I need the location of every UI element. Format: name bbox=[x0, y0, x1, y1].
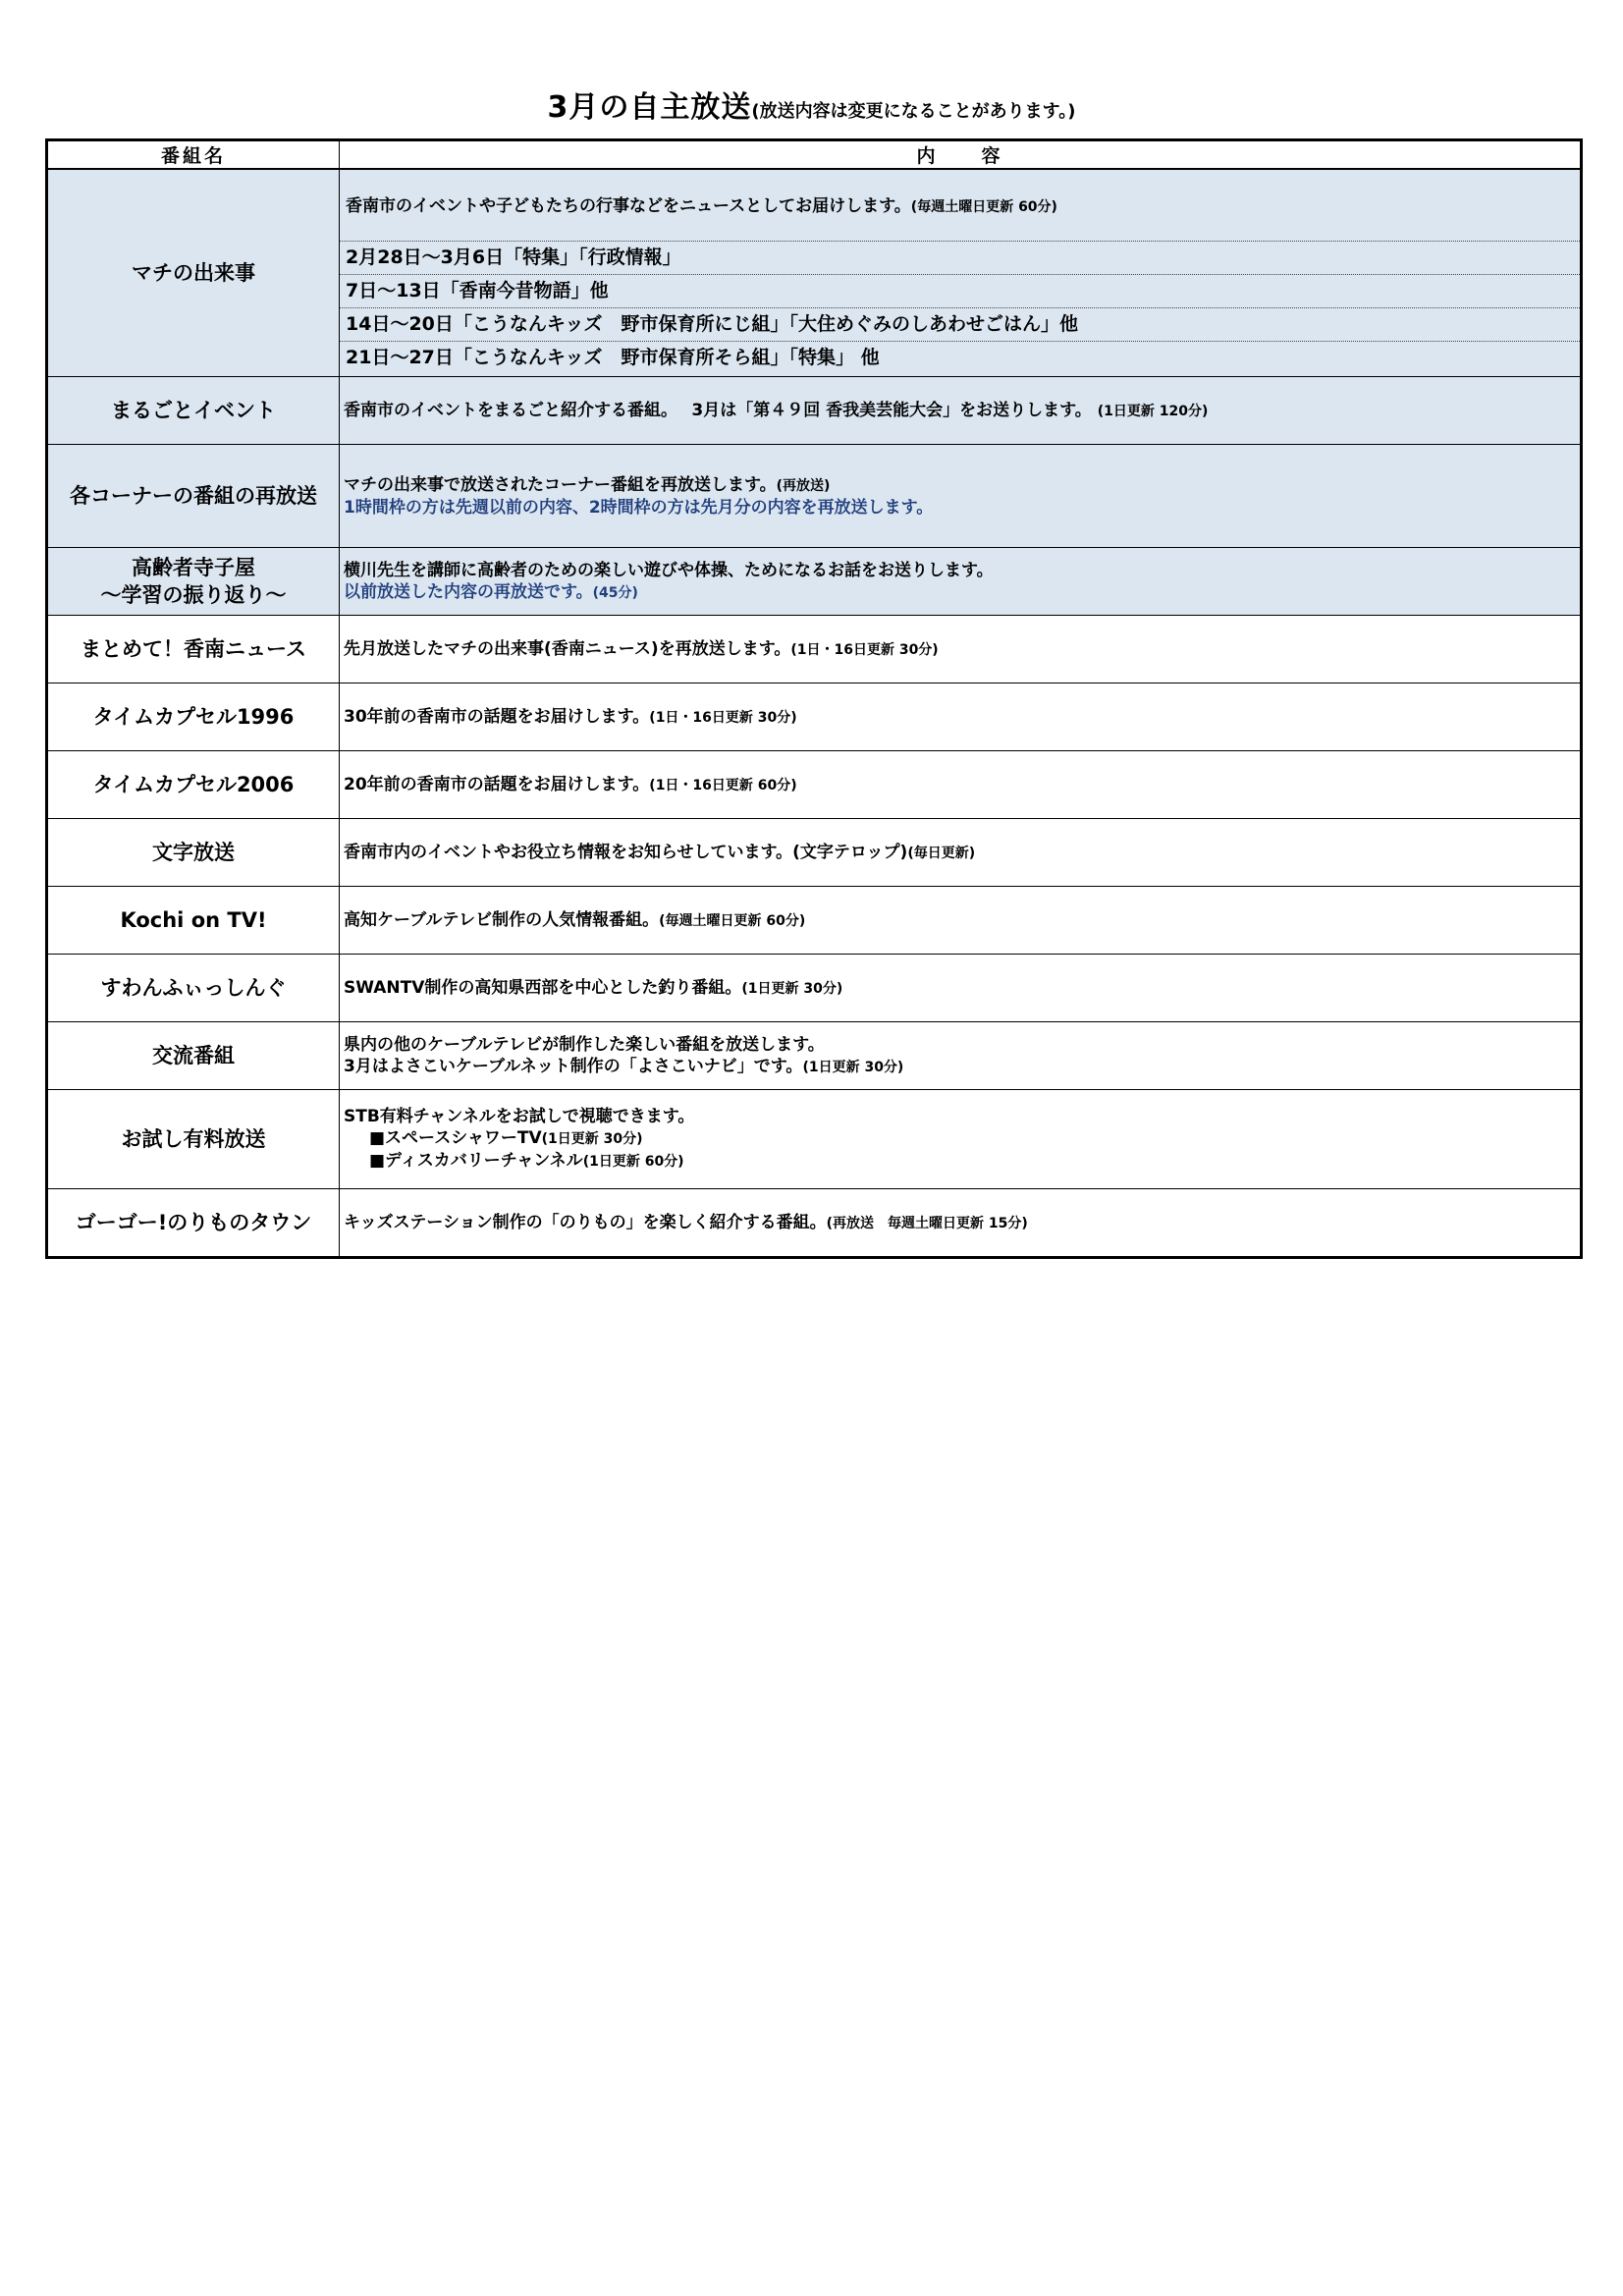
machi-week-4: 21日～27日「こうなんキッズ 野市保育所そら組」「特集」 他 bbox=[340, 341, 1580, 374]
program-content bbox=[340, 1090, 1582, 1189]
machi-week-2: 7日～13日「香南今昔物語」他 bbox=[340, 274, 1580, 307]
terakoya-line-1: 横川先生を講師に高齢者のための楽しい遊びや体操、ためになるお話をお送りします。 bbox=[344, 560, 994, 580]
swan-text: SWANTV制作の高知県西部を中心とした釣り番組。 bbox=[344, 977, 742, 998]
row-otameshi bbox=[47, 1090, 1582, 1189]
terakoya-line-2-text: 以前放送した内容の再放送です。 bbox=[344, 581, 593, 602]
program-name: 交流番組 bbox=[47, 1022, 340, 1090]
gogo-note: (再放送 毎週土曜日更新 15分) bbox=[826, 1215, 1028, 1231]
program-name: お試し有料放送 bbox=[47, 1090, 340, 1189]
marugoto-text: 香南市のイベントをまるごと紹介する番組。 3月は「第４９回 香我美芸能大会」をお送りします。 bbox=[344, 400, 1092, 420]
capsule2006-text: 20年前の香南市の話題をお届けします。 bbox=[344, 774, 650, 794]
program-content bbox=[340, 887, 1582, 955]
row-terakoya bbox=[47, 548, 1582, 616]
program-name bbox=[47, 548, 340, 616]
matomete-text: 先月放送したマチの出来事(香南ニュース)を再放送します。 bbox=[344, 638, 791, 659]
corner-line-1 bbox=[344, 474, 1576, 497]
program-content bbox=[340, 683, 1582, 751]
otameshi-item-2-note: (1日更新 60分) bbox=[582, 1154, 684, 1170]
title-main: 3月の自主放送 bbox=[547, 90, 752, 125]
row-capsule-1996 bbox=[47, 683, 1582, 751]
matomete-note: (1日・16日更新 30分) bbox=[790, 641, 939, 658]
program-name: まとめて！香南ニュース bbox=[47, 616, 340, 683]
kochi-note: (毎週土曜日更新 60分) bbox=[659, 912, 806, 929]
schedule-table bbox=[45, 138, 1583, 1259]
otameshi-item-2-text: ■ディスカバリーチャンネル bbox=[369, 1151, 583, 1171]
otameshi-item-1-note: (1日更新 30分) bbox=[541, 1131, 643, 1147]
program-name: タイムカプセル1996 bbox=[47, 683, 340, 751]
row-matomete bbox=[47, 616, 1582, 683]
row-moji bbox=[47, 819, 1582, 887]
program-name: ゴーゴー!のりものタウン bbox=[47, 1189, 340, 1258]
title-note: (放送内容は変更になることがあります。) bbox=[751, 101, 1076, 122]
program-name: すわんふぃっしんぐ bbox=[47, 955, 340, 1022]
koryu-line-2-text: 3月はよさこいケーブルネット制作の「よさこいナビ」です。 bbox=[344, 1056, 803, 1076]
machi-week-1: 2月28日～3月6日「特集」「行政情報」 bbox=[340, 241, 1580, 274]
koryu-line-2-note: (1日更新 30分) bbox=[802, 1059, 904, 1075]
program-name: まるごとイベント bbox=[47, 377, 340, 445]
terakoya-line-2 bbox=[344, 581, 1576, 604]
capsule2006-note: (1日・16日更新 60分) bbox=[649, 777, 797, 793]
terakoya-line-2-note: (45分) bbox=[592, 584, 638, 601]
program-content bbox=[340, 169, 1582, 377]
program-name: タイムカプセル2006 bbox=[47, 751, 340, 819]
kochi-text: 高知ケーブルテレビ制作の人気情報番組。 bbox=[344, 909, 660, 930]
otameshi-item-1 bbox=[344, 1127, 1576, 1150]
row-marugoto bbox=[47, 377, 1582, 445]
program-content bbox=[340, 616, 1582, 683]
row-machi bbox=[47, 169, 1582, 377]
program-content bbox=[340, 445, 1582, 548]
capsule1996-text: 30年前の香南市の話題をお届けします。 bbox=[344, 706, 650, 727]
capsule1996-note: (1日・16日更新 30分) bbox=[649, 709, 797, 726]
program-content bbox=[340, 377, 1582, 445]
corner-line-1-text: マチの出来事で放送されたコーナー番組を再放送します。 bbox=[344, 474, 777, 495]
program-content bbox=[340, 955, 1582, 1022]
machi-intro-note: (毎週土曜日更新 60分) bbox=[910, 199, 1057, 215]
terakoya-name-2: ～学習の振り返り～ bbox=[100, 583, 287, 607]
row-swan bbox=[47, 955, 1582, 1022]
corner-line-2: 1時間枠の方は先週以前の内容、2時間枠の方は先月分の内容を再放送します。 bbox=[344, 497, 934, 518]
column-header-name: 番組名 bbox=[47, 140, 340, 170]
program-content bbox=[340, 819, 1582, 887]
machi-intro-text: 香南市のイベントや子どもたちの行事などをニュースとしてお届けします。 bbox=[346, 196, 911, 216]
moji-note: (毎日更新) bbox=[907, 845, 976, 861]
column-header-content: 内 容 bbox=[340, 140, 1582, 170]
swan-note: (1日更新 30分) bbox=[741, 980, 843, 997]
program-content bbox=[340, 1189, 1582, 1258]
row-capsule-2006 bbox=[47, 751, 1582, 819]
program-content bbox=[340, 751, 1582, 819]
row-corner bbox=[47, 445, 1582, 548]
otameshi-line-1: STB有料チャンネルをお試しで視聴できます。 bbox=[344, 1107, 695, 1126]
row-koryu bbox=[47, 1022, 1582, 1090]
gogo-text: キッズステーション制作の「のりもの」を楽しく紹介する番組。 bbox=[344, 1212, 827, 1232]
program-name: 各コーナーの番組の再放送 bbox=[47, 445, 340, 548]
terakoya-name-1: 高齢者寺子屋 bbox=[132, 556, 255, 579]
marugoto-note: (1日更新 120分) bbox=[1097, 403, 1209, 419]
machi-week-3: 14日～20日「こうなんキッズ 野市保育所にじ組」「大住めぐみのしあわせごはん」他 bbox=[340, 307, 1580, 341]
otameshi-item-1-text: ■スペースシャワーTV bbox=[369, 1128, 542, 1148]
moji-text: 香南市内のイベントやお役立ち情報をお知らせしています。(文字テロップ) bbox=[344, 842, 908, 862]
row-gogo bbox=[47, 1189, 1582, 1258]
koryu-line-2 bbox=[344, 1056, 1576, 1078]
header-row bbox=[47, 140, 1582, 170]
corner-line-1-note: (再放送) bbox=[776, 477, 831, 494]
page-title bbox=[0, 82, 1623, 126]
koryu-line-1: 県内の他のケーブルテレビが制作した楽しい番組を放送します。 bbox=[344, 1034, 825, 1055]
row-kochi bbox=[47, 887, 1582, 955]
machi-intro bbox=[340, 172, 1580, 241]
program-name: マチの出来事 bbox=[47, 169, 340, 377]
program-name: 文字放送 bbox=[47, 819, 340, 887]
program-name: Kochi on TV! bbox=[47, 887, 340, 955]
otameshi-item-2 bbox=[344, 1150, 1576, 1173]
program-content bbox=[340, 1022, 1582, 1090]
program-content bbox=[340, 548, 1582, 616]
